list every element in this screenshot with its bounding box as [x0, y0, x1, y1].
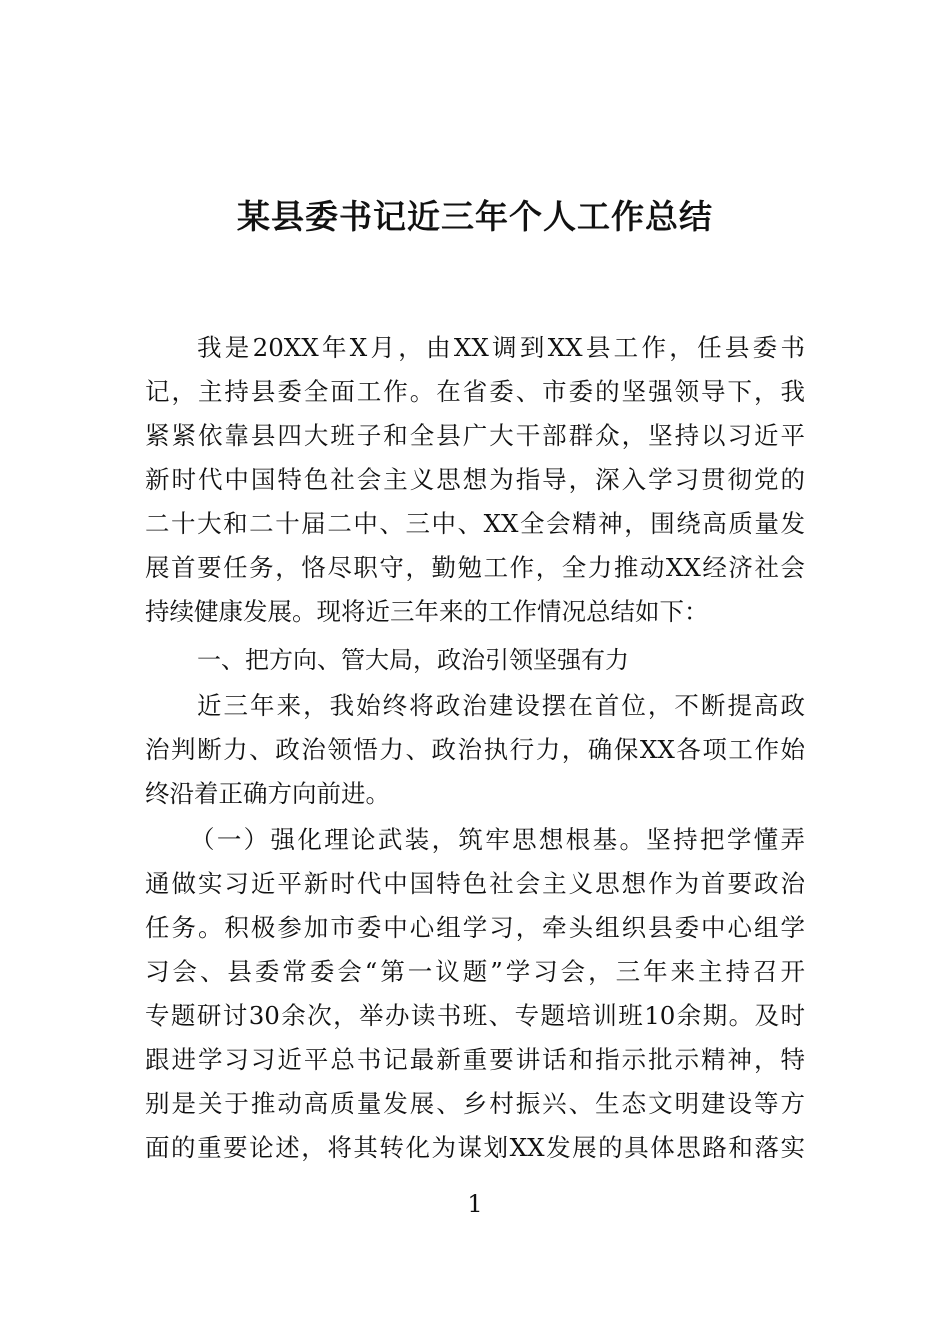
paragraph-line: 终沿着正确方向前进。 — [145, 779, 390, 808]
paragraph-line: 面的重要论述，将其转化为谋划XX发展的具体思路和落实 — [145, 1133, 805, 1162]
paragraph-line: 通做实习近平新时代中国特色社会主义思想作为首要政治 — [145, 869, 805, 898]
paragraph-line: 二十大和二十届二中、三中、XX全会精神，围绕高质量发 — [145, 509, 805, 538]
paragraph-line: 新时代中国特色社会主义思想为指导，深入学习贯彻党的 — [145, 465, 805, 494]
paragraph-line: 紧紧依靠县四大班子和全县广大干部群众，坚持以习近平 — [145, 421, 805, 450]
paragraph-line: 跟进学习习近平总书记最新重要讲话和指示批示精神，特 — [145, 1045, 805, 1074]
subsection-heading: （一）强化理论武装，筑牢思想根基。 — [190, 825, 647, 854]
subsection-first-line — [190, 818, 805, 862]
document-title: 某县委书记近三年个人工作总结 — [237, 197, 713, 236]
paragraph-line: 展首要任务，恪尽职守，勤勉工作，全力推动XX经济社会 — [145, 553, 805, 582]
page-number: 1 — [467, 1190, 483, 1218]
paragraph-line: 专题研讨30余次，举办读书班、专题培训班10余期。及时 — [145, 1001, 805, 1030]
paragraph-line: 治判断力、政治领悟力、政治执行力，确保XX各项工作始 — [145, 735, 805, 764]
paragraph-line: 任务。积极参加市委中心组学习，牵头组织县委中心组学 — [145, 913, 805, 942]
paragraph-line: 记，主持县委全面工作。在省委、市委的坚强领导下，我 — [145, 377, 805, 406]
paragraph-line: 近三年来，我始终将政治建设摆在首位，不断提高政 — [197, 691, 805, 720]
subsection-text: 坚持把学懂弄 — [646, 825, 806, 854]
section-heading: 一、把方向、管大局，政治引领坚强有力 — [197, 646, 629, 674]
paragraph-line: 我是20XX年X月，由XX调到XX县工作，任县委书 — [197, 333, 805, 362]
paragraph-line: 别是关于推动高质量发展、乡村振兴、生态文明建设等方 — [145, 1089, 805, 1118]
paragraph-line: 习会、县委常委会“第一议题”学习会，三年来主持召开 — [145, 957, 805, 986]
paragraph-line: 持续健康发展。现将近三年来的工作情况总结如下： — [145, 597, 709, 626]
